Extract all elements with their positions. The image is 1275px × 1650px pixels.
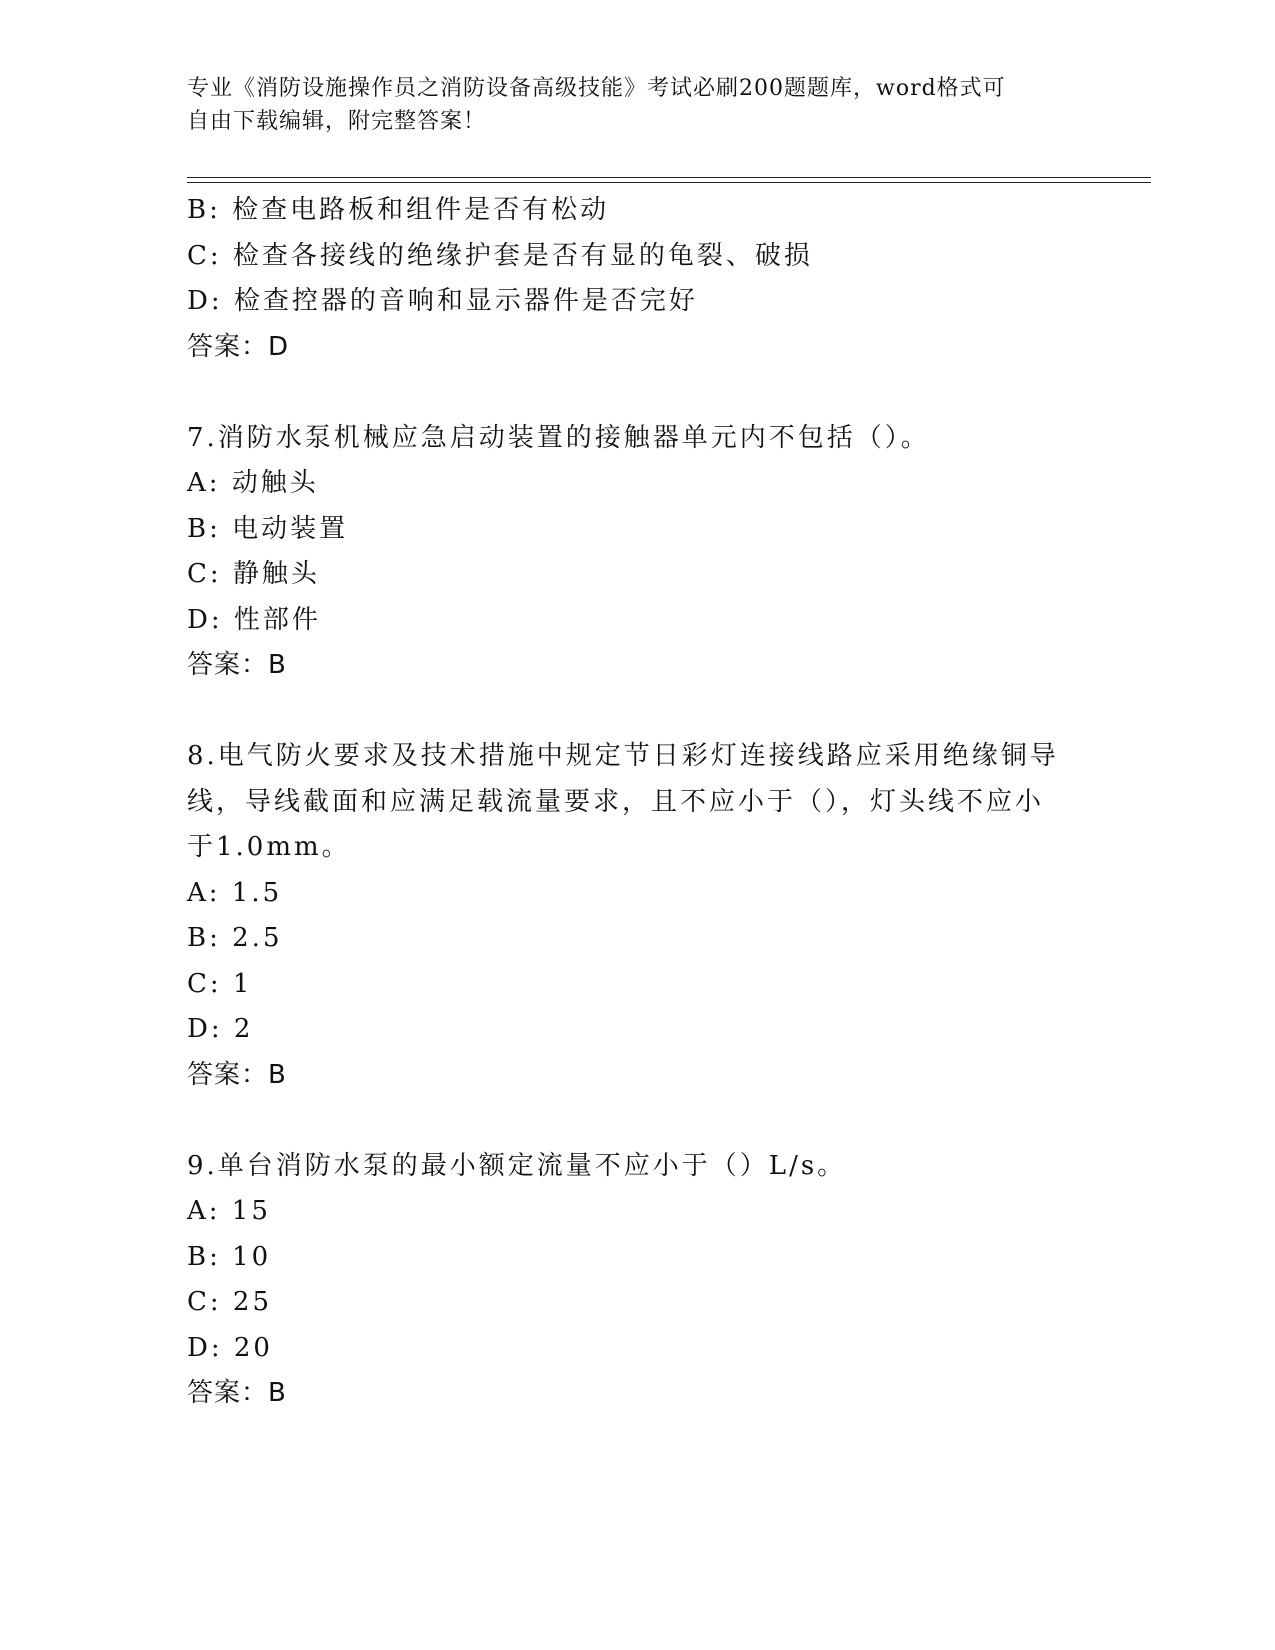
question-9 xyxy=(187,1144,1107,1417)
question-6-continued xyxy=(187,188,1107,370)
option-d: D: 2 xyxy=(187,1014,254,1044)
spacer xyxy=(187,1098,1107,1144)
option-d: D: 性部件 xyxy=(187,604,321,635)
question-7 xyxy=(187,416,1107,689)
option-b: B: 电动装置 xyxy=(187,513,349,544)
spacer xyxy=(187,689,1107,735)
question-stem-line-2: 线，导线截面和应满足载流量要求，且不应小于（），灯头线不应小 xyxy=(187,786,1045,817)
spacer xyxy=(187,370,1107,416)
option-b: B: 10 xyxy=(187,1241,272,1272)
option-b: B: 检查电路板和组件是否有松动 xyxy=(187,195,610,225)
question-stem: 9.单台消防水泵的最小额定流量不应小于（）L/s。 xyxy=(187,1150,847,1181)
option-d: D: 20 xyxy=(187,1332,273,1363)
question-8 xyxy=(187,734,1107,1098)
header-line-1: 专业《消防设施操作员之消防设备高级技能》考试必刷200题题库，word格式可 xyxy=(187,76,1006,101)
header-divider-top xyxy=(187,177,1151,178)
question-stem-line-3: 于1.0mm。 xyxy=(187,832,351,862)
header-line-2: 自由下载编辑，附完整答案！ xyxy=(187,109,487,134)
option-c: C: 25 xyxy=(187,1287,273,1317)
question-content xyxy=(187,188,1107,1417)
option-a: A: 15 xyxy=(187,1196,271,1226)
question-stem-line-1: 8.电气防火要求及技术措施中规定节日彩灯连接线路应采用绝缘铜导 xyxy=(187,741,1059,771)
question-stem: 7.消防水泵机械应急启动装置的接触器单元内不包括（）。 xyxy=(187,422,930,453)
answer-label: 答案：B xyxy=(187,1059,287,1090)
option-b: B: 2.5 xyxy=(187,923,283,953)
answer-label: 答案：B xyxy=(187,1378,287,1408)
answer-label: 答案：B xyxy=(187,650,287,680)
option-c: C: 检查各接线的绝缘护套是否有显的龟裂、破损 xyxy=(187,240,813,271)
option-c: C: 1 xyxy=(187,968,253,999)
answer-label: 答案：D xyxy=(187,331,290,362)
option-a: A: 动触头 xyxy=(187,468,319,498)
header-divider-bottom xyxy=(187,182,1151,183)
option-c: C: 静触头 xyxy=(187,559,320,589)
document-header xyxy=(187,72,1067,138)
option-d: D: 检查控器的音响和显示器件是否完好 xyxy=(187,286,698,316)
option-a: A: 1.5 xyxy=(187,877,283,908)
